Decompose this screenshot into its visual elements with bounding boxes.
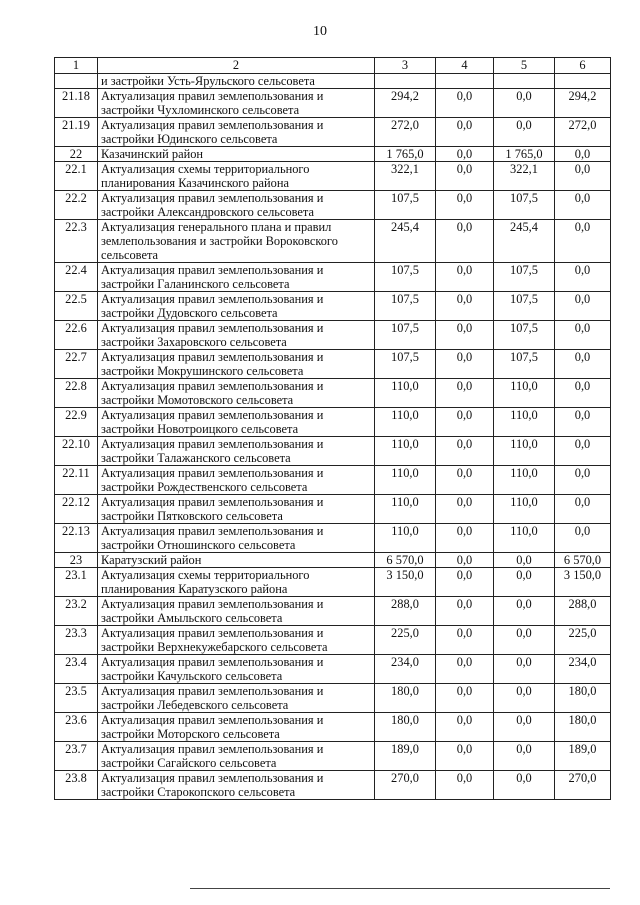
column-header-3: 3 <box>375 58 436 74</box>
row-description: Актуализация правил землепользования и застройки Новотроицкого сельсовета <box>98 408 375 437</box>
value-col-6: 0,0 <box>555 495 611 524</box>
table-row <box>55 684 611 713</box>
row-number: 22.13 <box>55 524 98 553</box>
value-col-6: 0,0 <box>555 292 611 321</box>
table-row <box>55 118 611 147</box>
table-row <box>55 74 611 89</box>
value-col-3: 288,0 <box>375 597 436 626</box>
table-row <box>55 263 611 292</box>
value-col-5: 245,4 <box>494 220 555 263</box>
value-col-3: 6 570,0 <box>375 553 436 568</box>
row-number: 22.4 <box>55 263 98 292</box>
row-description: Актуализация правил землепользования и застройки Рождественского сельсовета <box>98 466 375 495</box>
value-col-4: 0,0 <box>436 147 494 162</box>
value-col-6: 272,0 <box>555 118 611 147</box>
value-col-6: 0,0 <box>555 263 611 292</box>
row-number: 22.9 <box>55 408 98 437</box>
value-col-3: 1 765,0 <box>375 147 436 162</box>
footer-line <box>190 888 610 889</box>
value-col-3: 107,5 <box>375 263 436 292</box>
table-row <box>55 742 611 771</box>
value-col-5: 0,0 <box>494 713 555 742</box>
value-col-6: 234,0 <box>555 655 611 684</box>
value-col-6: 6 570,0 <box>555 553 611 568</box>
table-row <box>55 771 611 800</box>
value-col-3: 107,5 <box>375 321 436 350</box>
row-description: Актуализация правил землепользования и застройки Галанинского сельсовета <box>98 263 375 292</box>
row-description: Актуализация правил землепользования и застройки Момотовского сельсовета <box>98 379 375 408</box>
value-col-3: 110,0 <box>375 408 436 437</box>
value-col-4: 0,0 <box>436 684 494 713</box>
value-col-5: 107,5 <box>494 321 555 350</box>
value-col-4: 0,0 <box>436 568 494 597</box>
value-col-4: 0,0 <box>436 553 494 568</box>
value-col-3: 110,0 <box>375 524 436 553</box>
row-description: Актуализация правил землепользования и застройки Чухломинского сельсовета <box>98 89 375 118</box>
value-col-6: 189,0 <box>555 742 611 771</box>
value-col-3: 107,5 <box>375 191 436 220</box>
table-row <box>55 466 611 495</box>
value-col-3: 322,1 <box>375 162 436 191</box>
row-number: 23.5 <box>55 684 98 713</box>
row-number: 22.5 <box>55 292 98 321</box>
value-col-3: 3 150,0 <box>375 568 436 597</box>
row-description: и застройки Усть-Ярульского сельсовета <box>98 74 375 89</box>
table-row <box>55 437 611 466</box>
value-col-3: 107,5 <box>375 292 436 321</box>
value-col-6: 0,0 <box>555 466 611 495</box>
table-row <box>55 553 611 568</box>
value-col-3: 180,0 <box>375 684 436 713</box>
value-col-6: 225,0 <box>555 626 611 655</box>
value-col-6: 288,0 <box>555 597 611 626</box>
value-col-6: 180,0 <box>555 713 611 742</box>
row-number: 22.3 <box>55 220 98 263</box>
value-col-6 <box>555 74 611 89</box>
table-row <box>55 379 611 408</box>
value-col-6: 0,0 <box>555 321 611 350</box>
value-col-3: 110,0 <box>375 379 436 408</box>
row-description: Актуализация схемы территориального планирования Казачинского района <box>98 162 375 191</box>
row-number: 22.10 <box>55 437 98 466</box>
value-col-4: 0,0 <box>436 466 494 495</box>
row-description: Казачинский район <box>98 147 375 162</box>
row-number: 23.6 <box>55 713 98 742</box>
row-description: Актуализация правил землепользования и застройки Сагайского сельсовета <box>98 742 375 771</box>
value-col-6: 0,0 <box>555 147 611 162</box>
value-col-5: 110,0 <box>494 408 555 437</box>
value-col-4: 0,0 <box>436 89 494 118</box>
budget-table <box>54 57 611 800</box>
row-number: 22.6 <box>55 321 98 350</box>
page-number: 10 <box>313 24 327 39</box>
row-description: Актуализация генерального плана и правил землепользования и застройки Вороковского сельсовета <box>98 220 375 263</box>
table-row <box>55 321 611 350</box>
value-col-4: 0,0 <box>436 292 494 321</box>
value-col-5: 110,0 <box>494 495 555 524</box>
row-number: 23.8 <box>55 771 98 800</box>
value-col-5: 110,0 <box>494 437 555 466</box>
value-col-3: 110,0 <box>375 437 436 466</box>
value-col-5: 110,0 <box>494 466 555 495</box>
value-col-5: 1 765,0 <box>494 147 555 162</box>
row-description: Актуализация правил землепользования и застройки Мокрушинского сельсовета <box>98 350 375 379</box>
row-number: 22.11 <box>55 466 98 495</box>
value-col-3: 107,5 <box>375 350 436 379</box>
value-col-4: 0,0 <box>436 437 494 466</box>
value-col-5: 0,0 <box>494 118 555 147</box>
value-col-4: 0,0 <box>436 713 494 742</box>
row-number <box>55 74 98 89</box>
value-col-3: 110,0 <box>375 466 436 495</box>
value-col-6: 0,0 <box>555 162 611 191</box>
value-col-6: 0,0 <box>555 379 611 408</box>
table-body <box>55 74 611 800</box>
row-number: 22.7 <box>55 350 98 379</box>
column-header-5: 5 <box>494 58 555 74</box>
value-col-4: 0,0 <box>436 379 494 408</box>
value-col-6: 294,2 <box>555 89 611 118</box>
row-description: Актуализация правил землепользования и застройки Пятковского сельсовета <box>98 495 375 524</box>
row-description: Актуализация правил землепользования и застройки Верхнекужебарского сельсовета <box>98 626 375 655</box>
value-col-6: 0,0 <box>555 524 611 553</box>
value-col-3: 245,4 <box>375 220 436 263</box>
value-col-5: 0,0 <box>494 568 555 597</box>
table-row <box>55 89 611 118</box>
value-col-5: 322,1 <box>494 162 555 191</box>
column-header-4: 4 <box>436 58 494 74</box>
table-row <box>55 220 611 263</box>
value-col-5: 0,0 <box>494 597 555 626</box>
value-col-4 <box>436 74 494 89</box>
table-header-row <box>55 58 611 74</box>
row-description: Актуализация схемы территориального планирования Каратузского района <box>98 568 375 597</box>
row-number: 23.2 <box>55 597 98 626</box>
table-row <box>55 626 611 655</box>
value-col-5: 107,5 <box>494 292 555 321</box>
value-col-5: 107,5 <box>494 191 555 220</box>
row-number: 22 <box>55 147 98 162</box>
value-col-5: 107,5 <box>494 350 555 379</box>
value-col-6: 0,0 <box>555 220 611 263</box>
value-col-4: 0,0 <box>436 263 494 292</box>
row-number: 22.8 <box>55 379 98 408</box>
value-col-3: 225,0 <box>375 626 436 655</box>
table-row <box>55 713 611 742</box>
value-col-3: 294,2 <box>375 89 436 118</box>
row-description: Актуализация правил землепользования и застройки Амыльского сельсовета <box>98 597 375 626</box>
row-number: 23 <box>55 553 98 568</box>
row-description: Актуализация правил землепользования и застройки Дудовского сельсовета <box>98 292 375 321</box>
value-col-4: 0,0 <box>436 162 494 191</box>
table-row <box>55 147 611 162</box>
value-col-4: 0,0 <box>436 321 494 350</box>
value-col-3: 270,0 <box>375 771 436 800</box>
table-row <box>55 162 611 191</box>
value-col-6: 270,0 <box>555 771 611 800</box>
table-row <box>55 597 611 626</box>
row-description: Актуализация правил землепользования и застройки Захаровского сельсовета <box>98 321 375 350</box>
value-col-5: 110,0 <box>494 379 555 408</box>
value-col-5: 0,0 <box>494 655 555 684</box>
value-col-3 <box>375 74 436 89</box>
value-col-4: 0,0 <box>436 495 494 524</box>
column-header-6: 6 <box>555 58 611 74</box>
value-col-5: 0,0 <box>494 89 555 118</box>
value-col-4: 0,0 <box>436 408 494 437</box>
value-col-3: 272,0 <box>375 118 436 147</box>
value-col-5: 0,0 <box>494 771 555 800</box>
table-row <box>55 655 611 684</box>
value-col-4: 0,0 <box>436 350 494 379</box>
value-col-3: 110,0 <box>375 495 436 524</box>
value-col-6: 0,0 <box>555 191 611 220</box>
table-row <box>55 191 611 220</box>
table-row <box>55 350 611 379</box>
value-col-4: 0,0 <box>436 626 494 655</box>
value-col-6: 3 150,0 <box>555 568 611 597</box>
row-description: Актуализация правил землепользования и застройки Моторского сельсовета <box>98 713 375 742</box>
value-col-4: 0,0 <box>436 191 494 220</box>
value-col-4: 0,0 <box>436 597 494 626</box>
value-col-6: 0,0 <box>555 350 611 379</box>
row-number: 22.12 <box>55 495 98 524</box>
value-col-6: 0,0 <box>555 408 611 437</box>
column-header-1: 1 <box>55 58 98 74</box>
value-col-4: 0,0 <box>436 524 494 553</box>
row-number: 22.2 <box>55 191 98 220</box>
value-col-5: 0,0 <box>494 684 555 713</box>
value-col-3: 180,0 <box>375 713 436 742</box>
row-number: 23.7 <box>55 742 98 771</box>
value-col-5: 0,0 <box>494 742 555 771</box>
row-description: Актуализация правил землепользования и застройки Талажанского сельсовета <box>98 437 375 466</box>
table-row <box>55 524 611 553</box>
value-col-5: 0,0 <box>494 626 555 655</box>
value-col-4: 0,0 <box>436 655 494 684</box>
value-col-5: 110,0 <box>494 524 555 553</box>
row-number: 23.1 <box>55 568 98 597</box>
row-number: 21.18 <box>55 89 98 118</box>
value-col-5: 107,5 <box>494 263 555 292</box>
value-col-4: 0,0 <box>436 771 494 800</box>
value-col-4: 0,0 <box>436 220 494 263</box>
row-description: Актуализация правил землепользования и застройки Юдинского сельсовета <box>98 118 375 147</box>
row-number: 23.3 <box>55 626 98 655</box>
value-col-5: 0,0 <box>494 553 555 568</box>
row-description: Актуализация правил землепользования и застройки Отношинского сельсовета <box>98 524 375 553</box>
value-col-4: 0,0 <box>436 118 494 147</box>
value-col-6: 0,0 <box>555 437 611 466</box>
table-row <box>55 568 611 597</box>
column-header-2: 2 <box>98 58 375 74</box>
table-row <box>55 495 611 524</box>
row-description: Актуализация правил землепользования и застройки Лебедевского сельсовета <box>98 684 375 713</box>
value-col-3: 189,0 <box>375 742 436 771</box>
value-col-3: 234,0 <box>375 655 436 684</box>
value-col-6: 180,0 <box>555 684 611 713</box>
row-description: Актуализация правил землепользования и застройки Старокопского сельсовета <box>98 771 375 800</box>
value-col-5 <box>494 74 555 89</box>
row-description: Актуализация правил землепользования и застройки Качульского сельсовета <box>98 655 375 684</box>
row-number: 23.4 <box>55 655 98 684</box>
value-col-4: 0,0 <box>436 742 494 771</box>
table-row <box>55 292 611 321</box>
row-number: 22.1 <box>55 162 98 191</box>
row-description: Каратузский район <box>98 553 375 568</box>
row-number: 21.19 <box>55 118 98 147</box>
row-description: Актуализация правил землепользования и застройки Александровского сельсовета <box>98 191 375 220</box>
table-row <box>55 408 611 437</box>
